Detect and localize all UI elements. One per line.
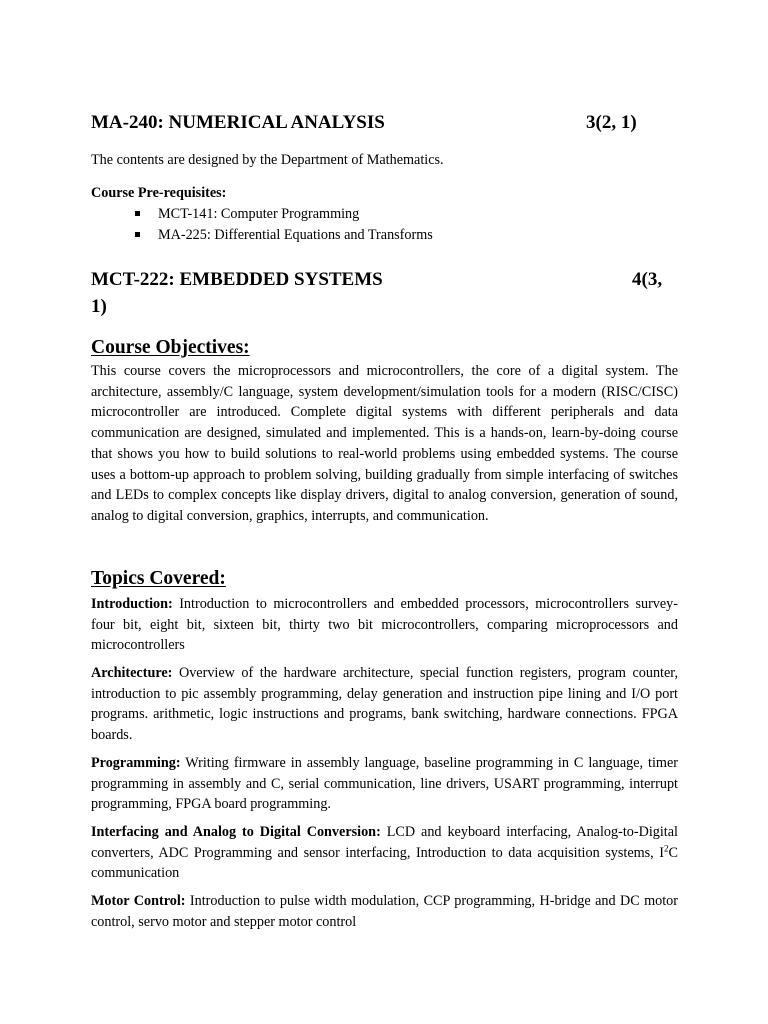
bullet-icon	[135, 232, 140, 237]
course-credits: 4(3,	[632, 269, 663, 290]
objectives-heading: Course Objectives:	[91, 337, 250, 358]
prerequisites-list	[132, 204, 433, 245]
course-code-title: MCT-222: EMBEDDED SYSTEMS	[91, 269, 383, 290]
topic-label: Introduction:	[91, 596, 173, 612]
topic-architecture	[91, 663, 678, 746]
course-code-title: MA-240: NUMERICAL ANALYSIS	[91, 112, 385, 133]
course-credits-continued: 1)	[91, 296, 107, 317]
course-credits: 3(2, 1)	[586, 112, 637, 133]
topic-text-after: C communication	[91, 844, 678, 882]
topic-text: Introduction to pulse width modulation, CCP programming, H-bridge and DC motor control, servo motor and stepper motor control	[91, 893, 678, 930]
bullet-icon	[135, 211, 140, 216]
objectives-paragraph: This course covers the microprocessors and microcontrollers, the core of a digital system. The architecture, assembly/C language, system development/simulation tools for a modern (RISC/CISC) microcontroller are introduced. Complete digital systems with different peripherals and data communication are designed, simulated and implemented. This is a hands-on, learn-by-doing course that shows you how to build solutions to real-world problems using embedded systems. The course uses a bottom-up approach to problem solving, building gradually from simple interfacing of switches and LEDs to complex concepts like display drivers, digital to analog conversion, generation of sound, analog to digital conversion, graphics, interrupts, and communication.	[91, 363, 678, 524]
topic-text: Writing firmware in assembly language, baseline programming in C language, timer programming in assembly and C, serial communication, line drivers, USART programming, interrupt programming, FPGA board programming.	[91, 755, 678, 813]
topic-text: Overview of the hardware architecture, special function registers, program counter, introduction to pic assembly programming, delay generation and instruction pipe lining and I/O port programs. arithmetic, logic instructions and programs, bank switching, hardware connections. FPGA boards.	[91, 665, 678, 744]
designed-by-note: The contents are designed by the Department of Mathematics.	[91, 152, 444, 168]
topic-programming	[91, 753, 678, 815]
topic-motor-control	[91, 891, 678, 932]
topics-heading: Topics Covered:	[91, 568, 226, 589]
list-item	[132, 225, 433, 246]
list-item	[132, 204, 433, 225]
topic-label: Interfacing and Analog to Digital Conversion:	[91, 824, 381, 840]
topic-text: Introduction to microcontrollers and embedded processors, microcontrollers survey-four bit, eight bit, sixteen bit, thirty two bit microcontrollers, comparing microprocessors and microcontrollers	[91, 596, 678, 654]
topic-label: Motor Control:	[91, 893, 186, 909]
topic-label: Programming:	[91, 755, 181, 771]
topic-introduction	[91, 594, 678, 656]
topic-interfacing	[91, 822, 678, 884]
topic-label: Architecture:	[91, 665, 173, 681]
prerequisite-text: MCT-141: Computer Programming	[158, 206, 360, 222]
superscript: 2	[664, 842, 669, 853]
topic-text: LCD and keyboard interfacing, Analog-to-Digital converters, ADC Programming and sensor interfacing, Introduction to data acquisition systems, I	[91, 824, 678, 861]
prerequisite-text: MA-225: Differential Equations and Transforms	[158, 226, 433, 243]
prerequisites-label: Course Pre-requisites:	[91, 185, 227, 201]
